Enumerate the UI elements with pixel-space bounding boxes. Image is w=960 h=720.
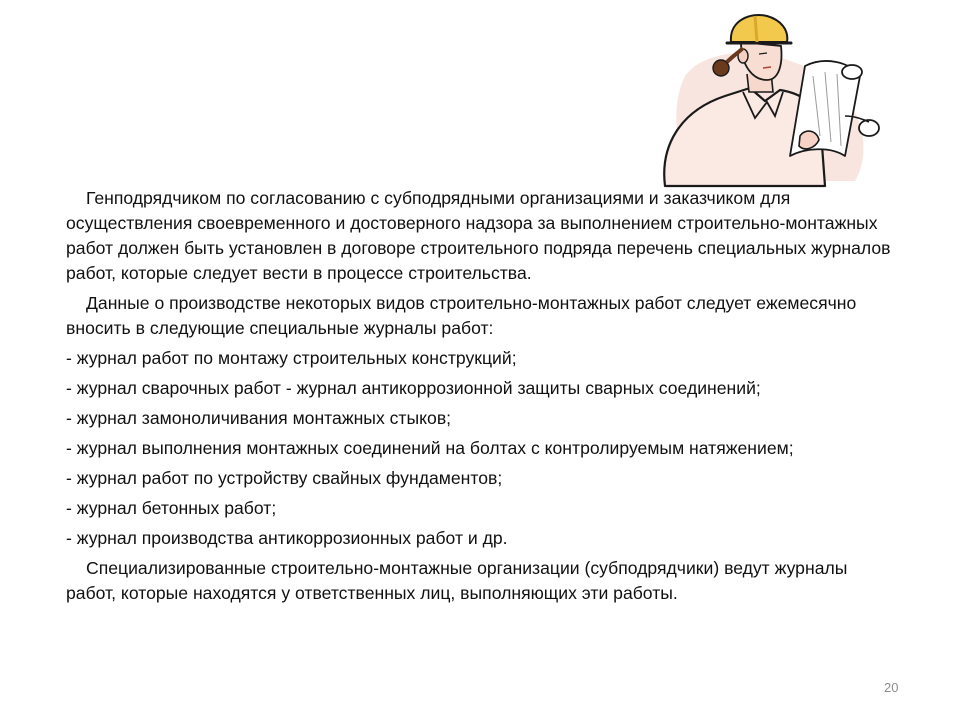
list-item: - журнал выполнения монтажных соединений на болтах с контролируемым натяжением;: [66, 438, 794, 458]
page-number: 20: [884, 680, 899, 695]
list-item: - журнал замоноличивания монтажных стыков;: [66, 408, 452, 428]
list-item: - журнал производства антикоррозионных работ и др.: [66, 528, 508, 548]
worker-with-blueprints-illustration: [655, 6, 895, 191]
paragraph-conclusion: Специализированные строительно-монтажные организации (субподрядчики) ведут журналы работ, которые находятся у ответственных лиц, выполняющих эти работы.: [66, 558, 848, 603]
slide-body-text: [66, 186, 896, 611]
list-item: - журнал работ по устройству свайных фундаментов;: [66, 468, 503, 488]
paragraph-intro: Генподрядчиком по согласованию с субподрядными организациями и заказчиком для осуществления своевременного и достоверного надзора за выполнением строительно-монтажных работ должен быть установлен в договоре строительного подряда перечень специальных журналов работ, которые следует вести в процессе строительства.: [66, 188, 891, 283]
list-item: - журнал сварочных работ - журнал антикоррозионной защиты сварных соединений;: [66, 378, 761, 398]
list-item: - журнал бетонных работ;: [66, 498, 277, 518]
paragraph-journal-list-intro: Данные о производстве некоторых видов строительно-монтажных работ следует ежемесячно вносить в следующие специальные журналы работ:: [66, 293, 857, 338]
list-item: - журнал работ по монтажу строительных конструкций;: [66, 348, 517, 368]
